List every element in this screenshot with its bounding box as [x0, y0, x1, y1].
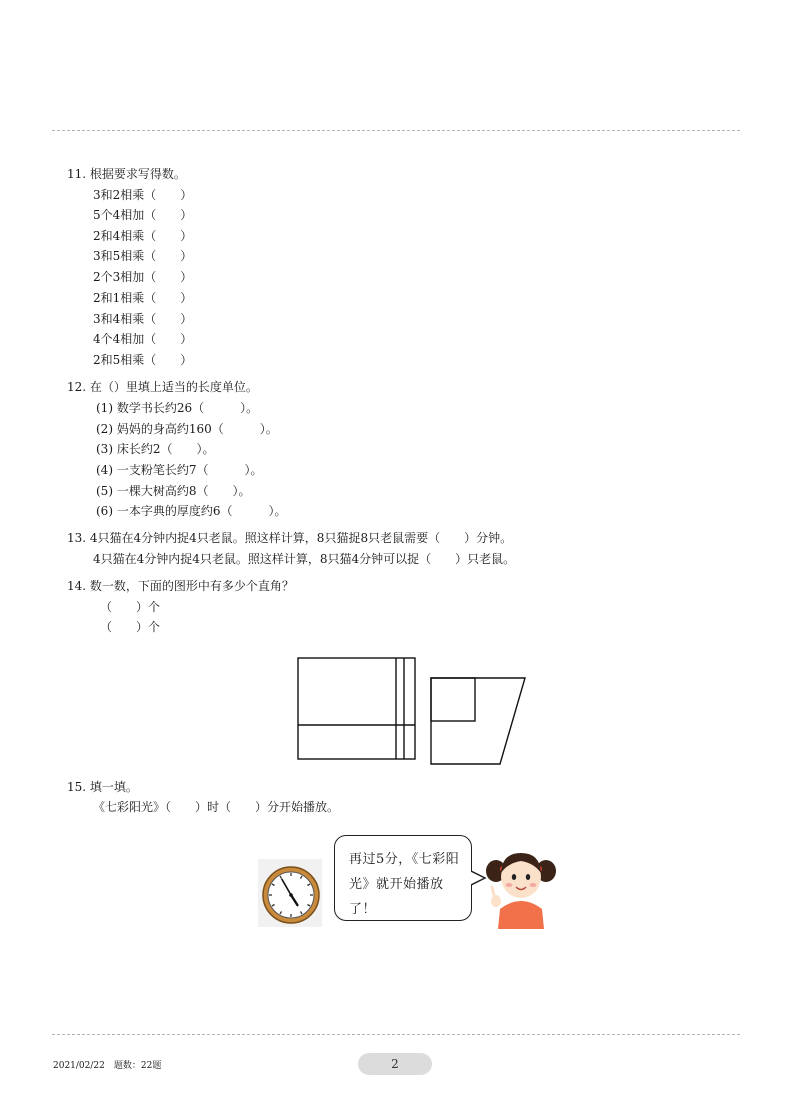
q11-item: 3和4相乘（ ）: [93, 312, 193, 326]
q11-item: 2和4相乘（ ）: [93, 229, 193, 243]
q12-item: (3) 床长约2（ ）。: [96, 442, 215, 456]
q15-question: 《七彩阳光》（ ）时（ ）分开始播放。: [93, 800, 340, 814]
page-number: 2: [358, 1053, 432, 1075]
clock-backdrop: [258, 859, 322, 927]
figure-rectangle: [298, 658, 415, 759]
girl-illustration-icon: [484, 831, 558, 929]
q11-item: 2个3相加（ ）: [93, 270, 193, 284]
speech-bubble: [334, 835, 472, 921]
footer-date: 2021/02/22 题数：22题: [53, 1061, 162, 1071]
q12-item: (2) 妈妈的身高约160（ ）。: [96, 422, 278, 436]
q11-item: 3和2相乘（ ）: [93, 188, 193, 202]
bottom-divider: [52, 1034, 740, 1035]
q11-item: 4个4相加（ ）: [93, 332, 193, 346]
q14-answer-2: （ ）个: [100, 620, 161, 634]
q11-item: 5个4相加（ ）: [93, 208, 193, 222]
q11-item: 2和1相乘（ ）: [93, 291, 193, 305]
q15-title: 15. 填一填。: [67, 780, 138, 794]
clock-icon: [258, 859, 322, 927]
q15-illustration: [258, 831, 558, 929]
top-divider: [52, 130, 740, 131]
q14-title: 14. 数一数，下面的图形中有多少个直角？: [67, 579, 294, 593]
speech-bubble-text: 再过5分，《七彩阳光》就开始播放了！: [349, 852, 460, 917]
q14-answer-1: （ ）个: [100, 600, 161, 614]
figure-inner-square: [431, 678, 475, 721]
q12-item: (5) 一棵大树高约8（ ）。: [96, 484, 251, 498]
right-angle-figures: [296, 656, 532, 768]
q13-line1: 13. 4只猫在4分钟内捉4只老鼠。照这样计算，8只猫捉8只老鼠需要（ ）分钟。: [67, 531, 513, 545]
q11-title: 11. 根据要求写得数。: [67, 167, 186, 181]
q12-item: (1) 数学书长约26（ ）。: [96, 401, 259, 415]
q12-item: (4) 一支粉笔长约7（ ）。: [96, 463, 263, 477]
q13-line2: 4只猫在4分钟内捉4只老鼠。照这样计算，8只猫4分钟可以捉（ ）只老鼠。: [93, 552, 516, 566]
q11-item: 3和5相乘（ ）: [93, 249, 193, 263]
q12-title: 12. 在（）里填上适当的长度单位。: [67, 380, 258, 394]
q12-item: (6) 一本字典的厚度约6（ ）。: [96, 504, 287, 518]
q11-item: 2和5相乘（ ）: [93, 353, 193, 367]
